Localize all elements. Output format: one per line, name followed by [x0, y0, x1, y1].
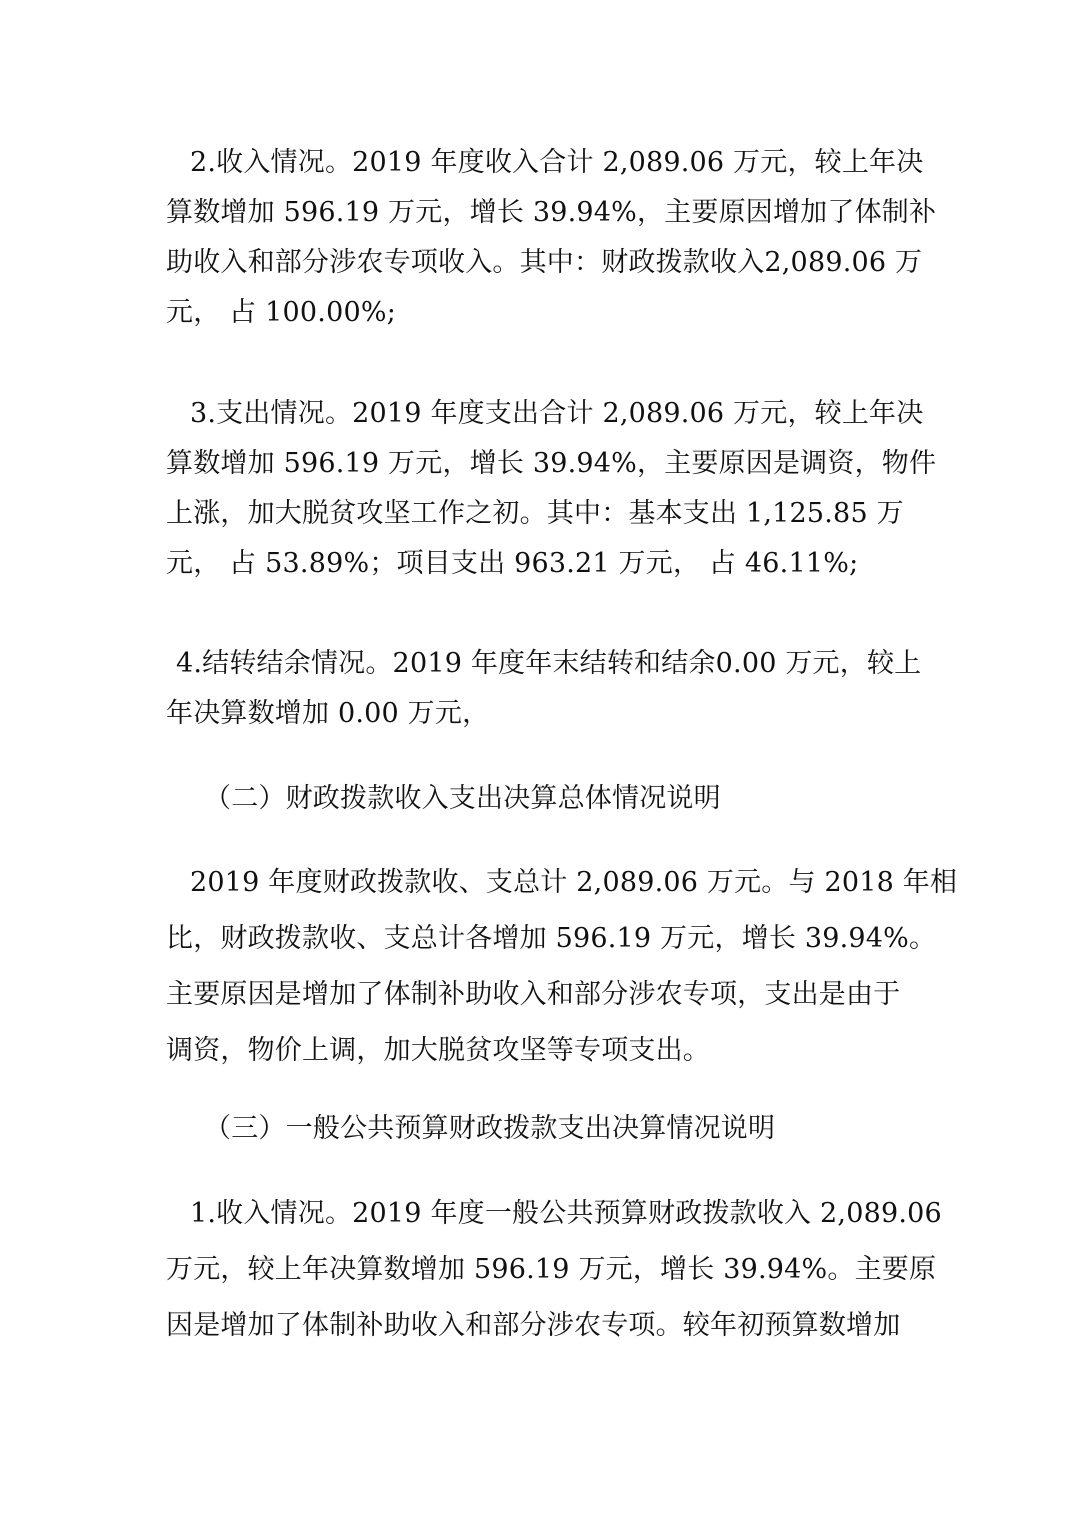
text-line: 调资，物价上调，加大脱贫攻坚等专项支出。 — [166, 1035, 710, 1066]
heading-text: （二）财政拨款收入支出决算总体情况说明 — [204, 783, 721, 814]
text-line: 万元，较上年决算数增加 596.19 万元，增长 39.94%。主要原 — [166, 1254, 937, 1285]
text-line: 元， 占 53.89%；项目支出 963.21 万元， 占 46.11%; — [166, 548, 859, 579]
text-line: 2.收入情况。2019 年度收入合计 2,089.06 万元，较上年决 — [190, 147, 924, 178]
text-line: 比，财政拨款收、支总计各增加 596.19 万元，增长 39.94%。 — [166, 923, 937, 954]
text-line: 算数增加 596.19 万元，增长 39.94%，主要原因增加了体制补 — [166, 197, 937, 228]
text-line: 上涨，加大脱贫攻坚工作之初。其中：基本支出 1,125.85 万 — [166, 498, 904, 529]
text-line: 算数增加 596.19 万元，增长 39.94%，主要原因是调资，物件 — [166, 448, 937, 479]
text-line: 主要原因是增加了体制补助收入和部分涉农专项，支出是由于 — [166, 979, 901, 1010]
text-line: 元， 占 100.00%; — [166, 297, 396, 328]
text-line: 助收入和部分涉农专项收入。其中：财政拨款收入2,089.06 万 — [166, 247, 923, 278]
text-line: 2019 年度财政拨款收、支总计 2,089.06 万元。与 2018 年相 — [190, 867, 958, 898]
heading-text: （三）一般公共预算财政拨款支出决算情况说明 — [204, 1113, 776, 1144]
text-line: 3.支出情况。2019 年度支出合计 2,089.06 万元，较上年决 — [190, 398, 924, 429]
text-line: 因是增加了体制补助收入和部分涉农专项。较年初预算数增加 — [166, 1310, 901, 1341]
text-line: 年决算数增加 0.00 万元， — [166, 698, 490, 729]
text-line: 4.结转结余情况。2019 年度年末结转和结余0.00 万元，较上 — [176, 648, 922, 679]
text-line: 1.收入情况。2019 年度一般公共预算财政拨款收入 2,089.06 — [190, 1198, 942, 1229]
